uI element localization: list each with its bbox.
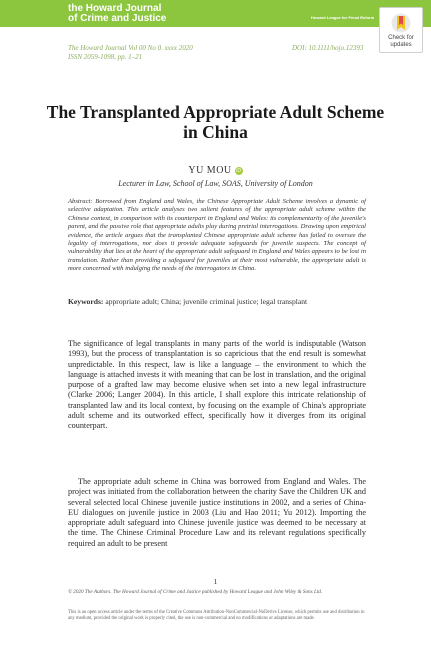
check-for-updates-button[interactable]: [379, 7, 423, 53]
journal-name-line-2: of Crime and Justice: [68, 13, 167, 24]
check-for-updates-icon: [391, 12, 411, 34]
publisher-name: Howard League for Penal Reform: [311, 15, 375, 20]
orcid-icon[interactable]: iD: [236, 168, 241, 174]
doi-link[interactable]: DOI: 10.1111/hojo.12393: [292, 44, 364, 52]
journal-name-line-1: the Howard Journal: [68, 3, 162, 14]
article-title: The Transplanted Appropriate Adult Scheme in China: [46, 102, 385, 142]
license-notice: This is an open access article under the terms of the Creative Commons Attribution-NonCommercial-NoDerivs License, which permits use and distribution in any medium, provided the original work is properly cited, the use is non-commercial and no modifications or adaptations are made.: [68, 610, 365, 622]
page-number: 1: [213, 577, 218, 586]
issn-pages: ISSN 2059-1098, pp. 1–21: [68, 53, 143, 61]
check-for-updates-label: Check for updates: [388, 35, 414, 48]
keywords-label: Keywords:: [68, 297, 104, 306]
body-paragraph-1: The significance of legal transplants in many parts of the world is indisputable (Watson 1993), but the process of transplantation is so capricious that the end result is somewhat unpredictable. In this respect, law is like a language – the environment to which the language is attached invests it with meaning that can be lost in translation, and the original purpose of a grafted law may become elusive when set into a new legal infrastructure (Clarke 2006; Langer 2004). In this article, I shall explore this intricate relationship of transplanted law and its local context, by focusing on the example of China's appropriate adult scheme and its outworked effect, specifically how it diverges from its original counterpart.: [68, 339, 366, 431]
copyright-notice: © 2020 The Authors. The Howard Journal of Crime and Justice published by Howard League and John Wiley & Sons Ltd.: [68, 589, 323, 595]
body-paragraph-2: The appropriate adult scheme in China was borrowed from England and Wales. The project was initiated from the collaboration between the charity Save the Children UK and several selected local Chinese juvenile justice institutions in 2002, and a series of China-EU dialogues on juvenile justice in 2003 (Liu and Hao 2011; Yu 2012). Importing the appropriate adult safeguard into Chinese juvenile justice was deemed to be necessary at the time. The Chinese Criminal Procedure Law and its relevant regulations specifically required an adult to be present: [68, 477, 366, 548]
author-name[interactable]: YU MOU: [188, 165, 232, 176]
abstract: Abstract: Borrowed from England and Wales, the Chinese Appropriate Adult Scheme involves a dynamic of selective adaptation. This article analyses two salient features of the appropriate adult scheme within the Chinese context, in comparison with its counterpart in England and Wales: its complementarity of the juvenile's parent, and the passive role that appropriate adults play during pretrial interrogations. Drawing upon empirical evidence, the article argues that the transplanted Chinese appropriate adult scheme has failed to oversee the legality of interrogations, nor does it provide adequate safeguards for juvenile suspects. The concept of vulnerability that lies at the heart of the appropriate adult safeguard in England and Wales appears to be lost in translation. Rather than providing a safeguard for juveniles at their most vulnerable, the appropriate adult is more concerned with indulging the needs of the interrogators in China.: [68, 198, 366, 273]
keywords: [68, 297, 386, 306]
keywords-list: appropriate adult; China; juvenile criminal justice; legal transplant: [105, 297, 308, 306]
journal-citation: The Howard Journal Vol 00 No 0. xxxx 2020: [68, 44, 193, 52]
author-affiliation: Lecturer in Law, School of Law, SOAS, University of London: [118, 179, 313, 188]
author-line: [0, 165, 431, 176]
journal-banner: [0, 0, 431, 27]
